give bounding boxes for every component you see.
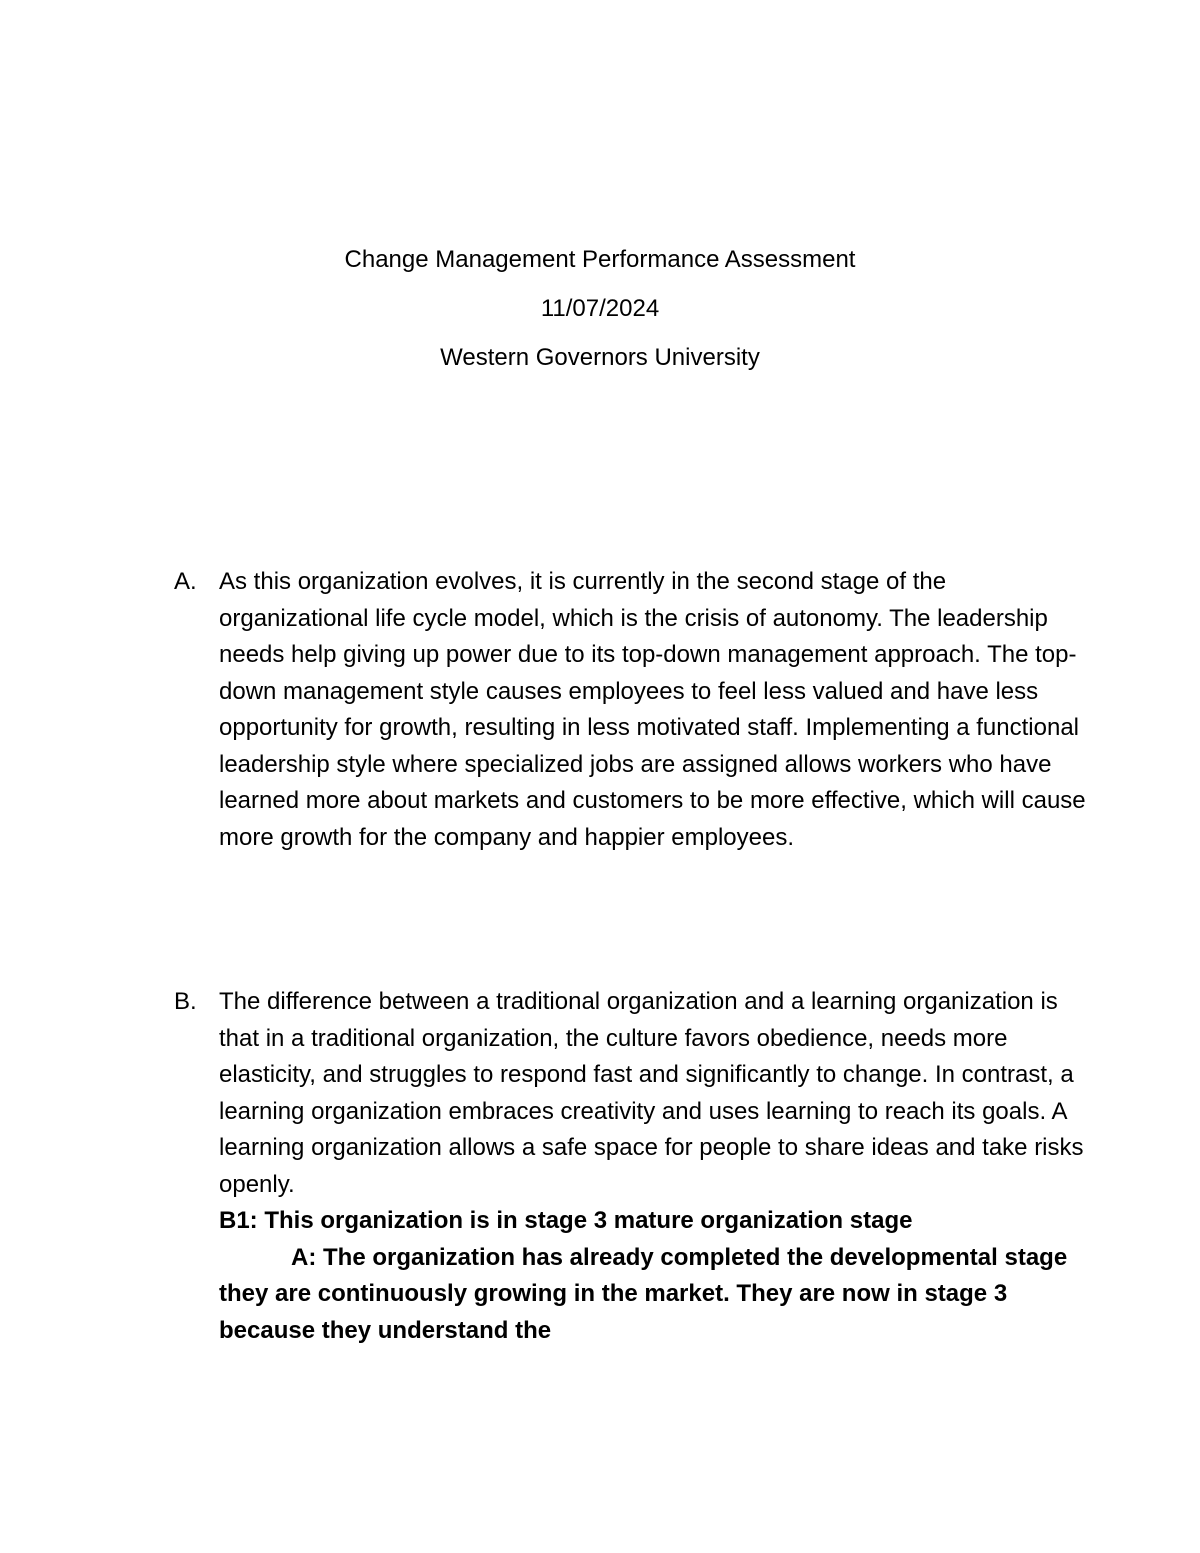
section-b1-heading: B1: This organization is in stage 3 mature organization stage — [219, 1207, 913, 1234]
section-b — [174, 984, 1099, 1349]
section-b1-answer: A: The organization has already completed the developmental stage they are continuously growing in the market. They are now in stage 3 because they understand the — [219, 1243, 1068, 1344]
section-a-text: As this organization evolves, it is currently in the second stage of the organizational life cycle model, which is the crisis of autonomy. The leadership needs help giving up power due to its top-down management approach. The top-down management style causes employees to feel less valued and have less opportunity for growth, resulting in less motivated staff. Implementing a functional leadership style where specialized jobs are assigned allows workers who have learned more about markets and customers to be more effective, which will cause more growth for the company and happier employees. — [219, 568, 1086, 851]
section-b-marker: B. — [174, 988, 197, 1015]
title-block — [0, 235, 1200, 382]
institution-name: Western Governors University — [440, 344, 760, 371]
section-a — [174, 564, 1099, 856]
section-a-marker: A. — [174, 568, 197, 595]
document-title: Change Management Performance Assessment — [344, 246, 856, 273]
section-b-text: The difference between a traditional organization and a learning organization is that in a traditional organization, the culture favors obedience, needs more elasticity, and struggles to respond fast and significantly to change. In contrast, a learning organization embraces creativity and uses learning to reach its goals. A learning organization allows a safe space for people to share ideas and take risks openly. — [219, 988, 1084, 1198]
document-date: 11/07/2024 — [540, 295, 660, 322]
